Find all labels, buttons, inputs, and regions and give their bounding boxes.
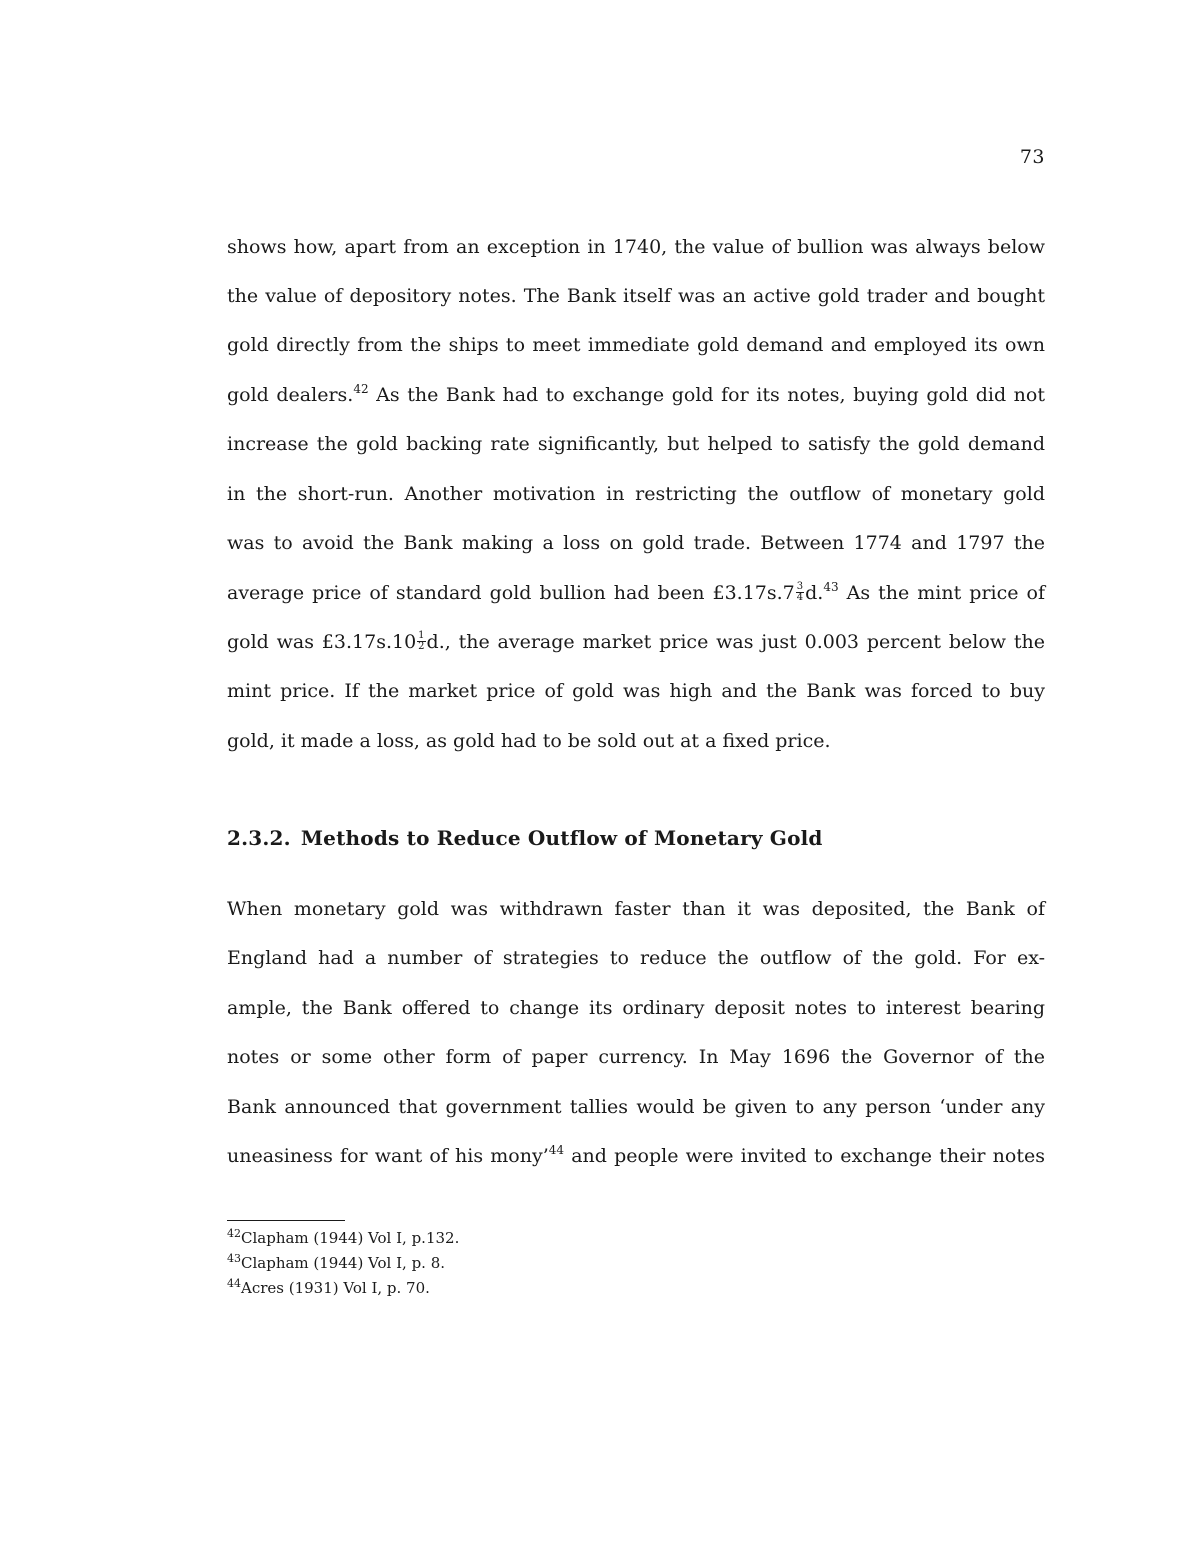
footnote-44: $^{44}$Acres (1931) Vol I, p. 70. xyxy=(227,1277,430,1297)
text-line: in the short-run. Another motivation in restricting the outflow of monetary gold xyxy=(227,483,1045,505)
text-line: gold dealers.$^{42}$ As the Bank had to exchange gold for its notes, buying gold did not xyxy=(227,382,1045,406)
footnote-43: $^{43}$Clapham (1944) Vol I, p. 8. xyxy=(227,1252,446,1272)
section-number: 2.3.2. xyxy=(227,826,291,850)
text-line: uneasiness for want of his mony’$^{44}$ and people were invited to exchange their notes xyxy=(227,1143,1045,1167)
text-line: the value of depository notes. The Bank itself was an active gold trader and bought xyxy=(227,285,1045,307)
text-line: Bank announced that government tallies would be given to any person ‘under any xyxy=(227,1096,1045,1118)
text-line: ample, the Bank offered to change its ordinary deposit notes to interest bearing xyxy=(227,997,1045,1019)
footnote-rule xyxy=(227,1220,345,1221)
text-line: increase the gold backing rate significantly, but helped to satisfy the gold demand xyxy=(227,433,1045,455)
fraction: $\frac{3}{4}$ xyxy=(796,580,804,603)
fraction: $\frac{1}{2}$ xyxy=(418,629,425,652)
text-line: notes or some other form of paper currency. In May 1696 the Governor of the xyxy=(227,1046,1045,1068)
text-line: gold was £3.17s.10 $\frac{1}{2}$ d., the average market price was just 0.003 percent below the xyxy=(227,629,1045,653)
text-line: England had a number of strategies to reduce the outflow of the gold. For ex- xyxy=(227,947,1045,969)
text-line: average price of standard gold bullion had been £3.17s.7 $\frac{3}{4}$ d.$^{43}$ As the mint price of xyxy=(227,580,1045,604)
section-title: Methods to Reduce Outflow of Monetary Gold xyxy=(300,826,823,850)
text-line: shows how, apart from an exception in 1740, the value of bullion was always below xyxy=(227,236,1045,258)
footnote-ref[interactable]: 42 xyxy=(353,382,369,396)
text-line: gold, it made a loss, as gold had to be sold out at a fixed price. xyxy=(227,730,831,752)
footnote-ref[interactable]: 43 xyxy=(823,580,839,594)
footnote-42: $^{42}$Clapham (1944) Vol I, p.132. xyxy=(227,1227,460,1247)
page-number: 73 xyxy=(1019,146,1045,168)
text-line: When monetary gold was withdrawn faster than it was deposited, the Bank of xyxy=(227,898,1045,920)
section-heading xyxy=(227,826,823,850)
text-line: gold directly from the ships to meet immediate gold demand and employed its own xyxy=(227,334,1045,356)
footnote-ref[interactable]: 44 xyxy=(548,1143,565,1157)
text-line: was to avoid the Bank making a loss on gold trade. Between 1774 and 1797 the xyxy=(227,532,1045,554)
text-line: mint price. If the market price of gold was high and the Bank was forced to buy xyxy=(227,680,1045,702)
